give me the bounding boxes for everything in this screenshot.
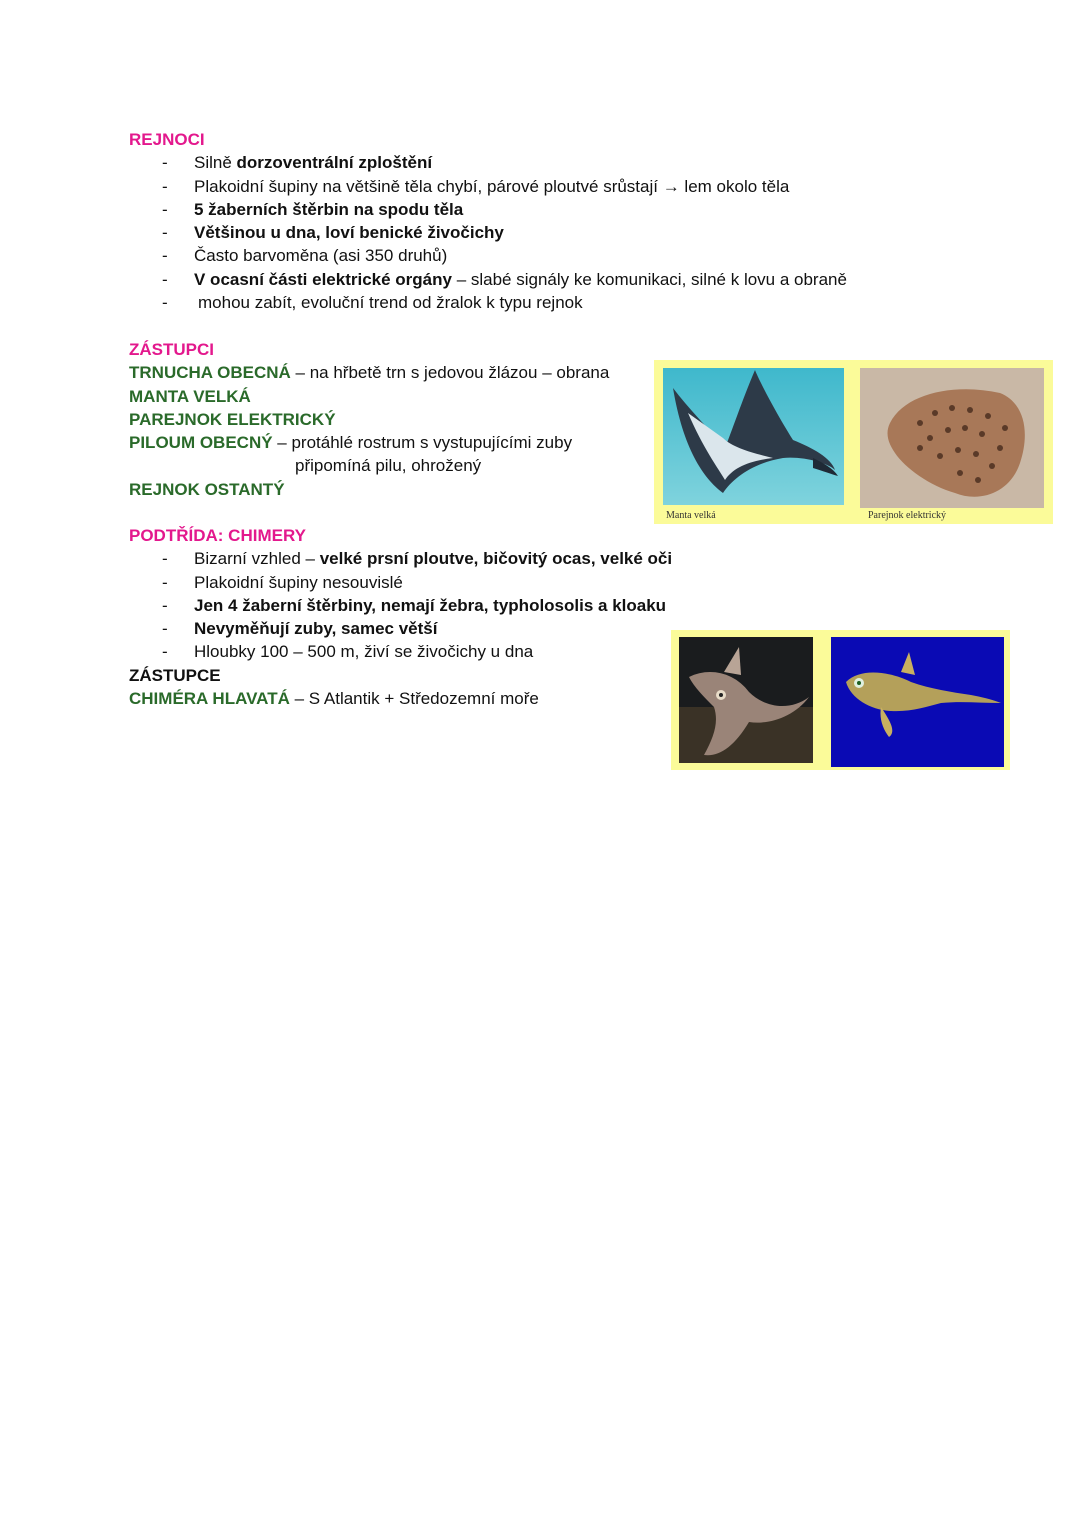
- rays-section: [129, 128, 847, 314]
- representatives-section: [129, 338, 609, 501]
- bullet-item: - mohou zabít, evoluční trend od žralok k typu rejnok: [162, 293, 583, 313]
- bullet-item: - Hloubky 100 – 500 m, živí se živočichy u dna: [162, 642, 534, 662]
- chimera-blue-photo: [831, 637, 1004, 767]
- representative-item: REJNOK OSTANTÝ: [129, 479, 285, 499]
- chimeras-heading: PODTŘÍDA: CHIMERY: [129, 526, 306, 545]
- representative-item: PILOUM OBECNÝ – protáhlé rostrum s vystupujícími zuby: [129, 433, 573, 453]
- bullet-item: - Plakoidní šupiny nesouvislé: [162, 572, 403, 592]
- bullet-item: - Silně dorzoventrální zploštění: [162, 153, 433, 173]
- representatives-heading: ZÁSTUPCI: [129, 340, 214, 359]
- representative-item: CHIMÉRA HLAVATÁ – S Atlantik + Středozemní moře: [129, 689, 539, 709]
- electric-ray-photo: [860, 368, 1044, 508]
- chimeras-section: [129, 524, 672, 710]
- bullet-item: - Většinou u dna, loví benické živočichy: [162, 223, 504, 243]
- bullet-item: - Plakoidní šupiny na většině těla chybí, párové ploutvé srůstají → lem okolo těla: [162, 176, 790, 196]
- chimera-photos: [671, 630, 1010, 770]
- bullet-item: - Bizarní vzhled – velké prsní ploutve, bičovitý ocas, velké oči: [162, 549, 673, 569]
- manta-photo: [663, 368, 844, 505]
- representative-item-continuation: připomíná pilu, ohrožený: [295, 456, 482, 476]
- representative-item: PAREJNOK ELEKTRICKÝ: [129, 409, 336, 429]
- bullet-item: - Jen 4 žaberní štěrbiny, nemají žebra, typholosolis a kloaku: [162, 595, 667, 615]
- representative-item: TRNUCHA OBECNÁ – na hřbetě trn s jedovou žlázou – obrana: [129, 363, 610, 383]
- ray-photos: [654, 360, 1053, 524]
- representative-item: MANTA VELKÁ: [129, 386, 251, 406]
- bullet-item: - V ocasní části elektrické orgány – slabé signály ke komunikaci, silné k lovu a obraně: [162, 269, 847, 289]
- chimera-seafloor-photo: [679, 637, 813, 763]
- bullet-item: - Nevyměňují zuby, samec větší: [162, 619, 438, 639]
- electric-ray-caption: Parejnok elektrický: [868, 510, 947, 521]
- bullet-item: - 5 žaberních štěrbin na spodu těla: [162, 199, 464, 219]
- chimera-representative-heading: ZÁSTUPCE: [129, 665, 221, 685]
- bullet-item: - Často barvoměna (asi 350 druhů): [162, 246, 448, 266]
- manta-caption: Manta velká: [666, 510, 716, 521]
- rays-heading: REJNOCI: [129, 130, 205, 149]
